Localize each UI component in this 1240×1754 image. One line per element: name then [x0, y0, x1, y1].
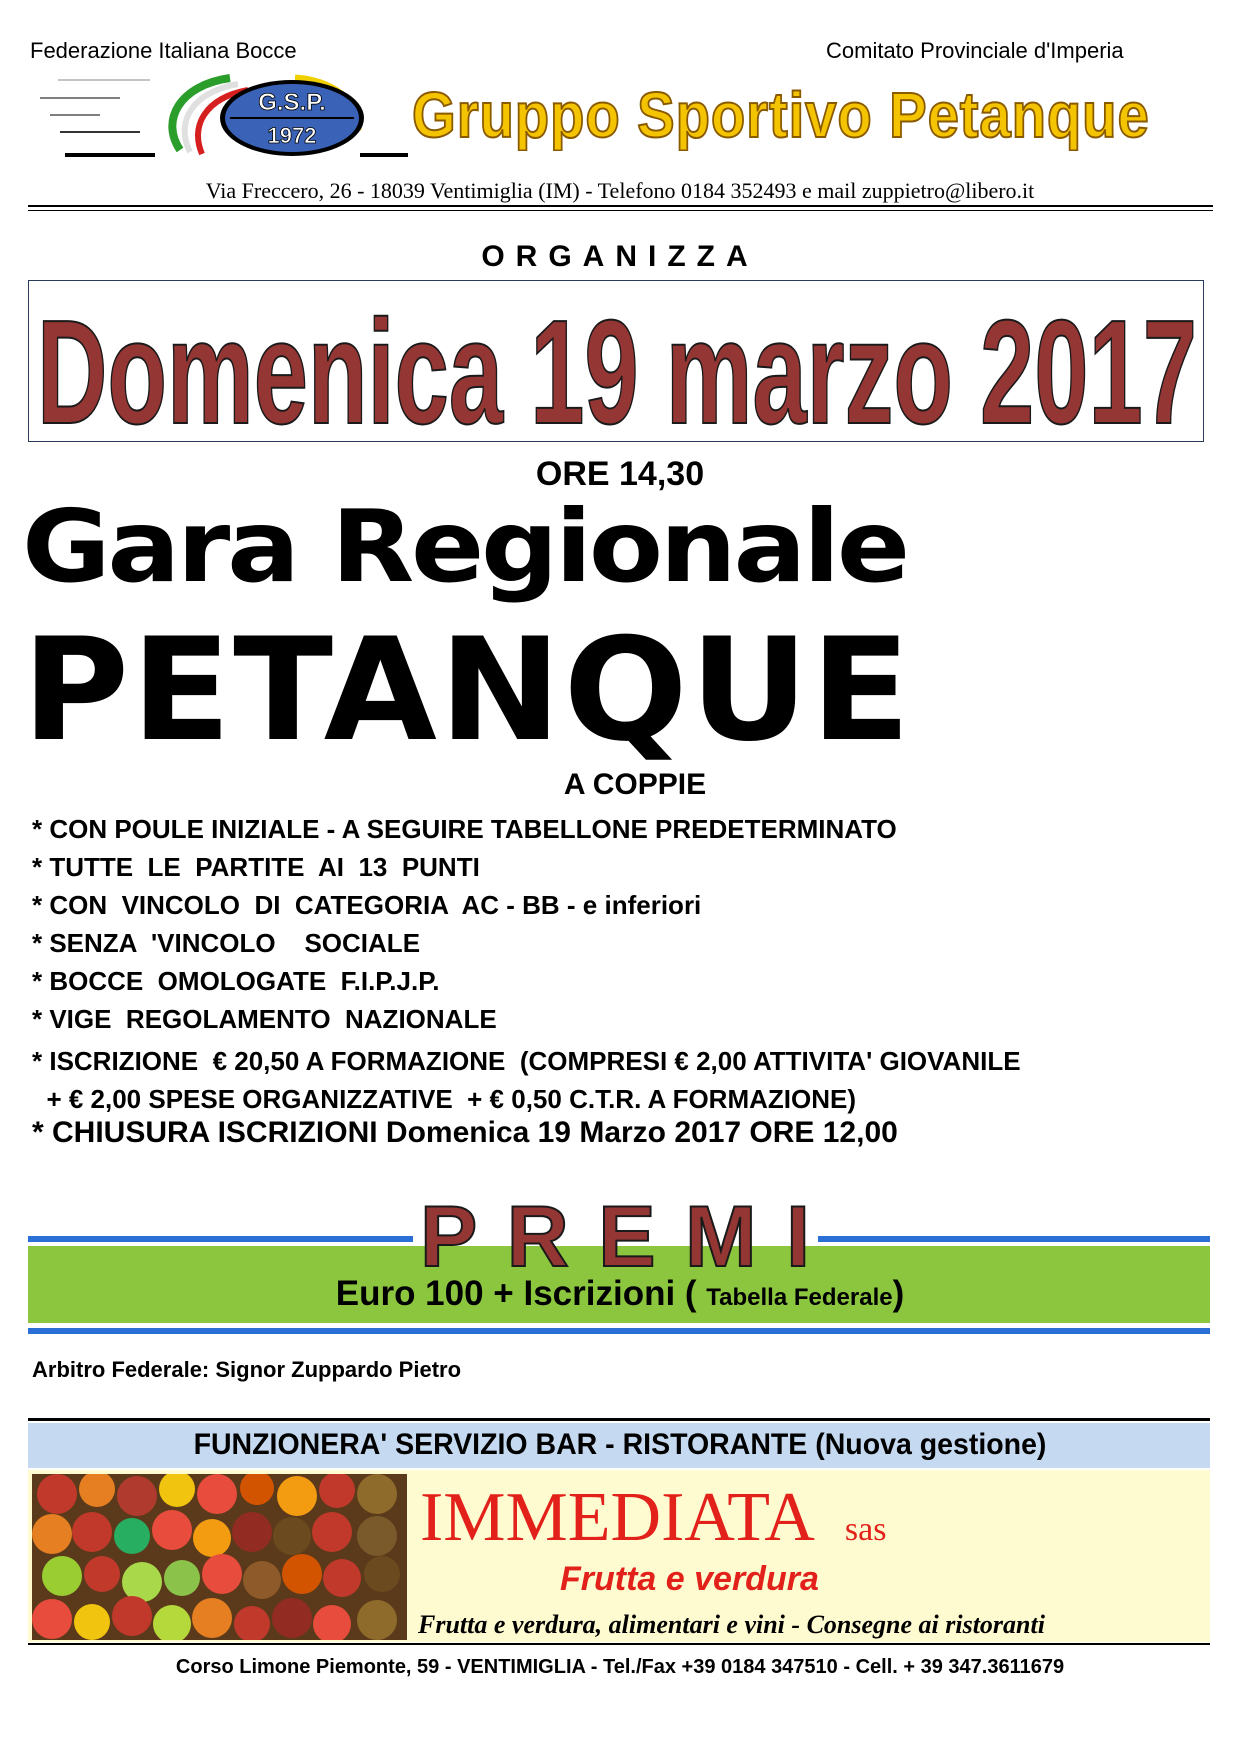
registration-closing: * CHIUSURA ISCRIZIONI Domenica 19 Marzo 2017 ORE 12,00 [32, 1116, 898, 1149]
event-date-box [28, 280, 1204, 442]
rule-item: * TUTTE LE PARTITE AI 13 PUNTI [32, 852, 480, 882]
rule-item: * BOCCE OMOLOGATE F.I.P.J.P. [32, 966, 440, 996]
event-format: A COPPIE [563, 768, 707, 801]
event-title-line1: Gara Regionale [22, 488, 907, 605]
bar-divider [28, 1418, 1210, 1421]
group-name: Gruppo Sportivo Petanque [412, 79, 1150, 151]
event-date: Domenica 19 marzo 2017 [37, 290, 1197, 443]
club-address: Via Freccero, 26 - 18039 Ventimiglia (IM) - Telefono 0184 352493 e mail zuppietro@libero.it [205, 178, 1035, 203]
organizza-heading: ORGANIZZA [481, 240, 759, 273]
rule-item: * VIGE REGOLAMENTO NAZIONALE [32, 1004, 497, 1034]
prize-close-paren: ) [892, 1274, 905, 1313]
sponsor-name-main: IMMEDIATA [420, 1479, 815, 1556]
prize-band-top-left [28, 1236, 413, 1242]
logo-year: 1972 [267, 123, 317, 148]
bar-service-notice: FUNZIONERA' SERVIZIO BAR - RISTORANTE (Nuova gestione) [193, 1428, 1047, 1461]
prize-amount: Euro 100 + Iscrizioni ( [335, 1274, 707, 1313]
prize-description [0, 1274, 1240, 1314]
sponsor-name [420, 1478, 886, 1558]
header-divider-thin [28, 210, 1213, 211]
rule-item: * CON POULE INIZIALE - A SEGUIRE TABELLONE PREDETERMINATO [32, 814, 897, 844]
federation-name: Federazione Italiana Bocce [30, 38, 297, 63]
logo-initials: G.S.P. [258, 89, 326, 116]
sponsor-legal-suffix: sas [844, 1511, 887, 1548]
rule-item: + € 2,00 SPESE ORGANIZZATIVE + € 0,50 C.T.R. A FORMAZIONE) [32, 1084, 857, 1114]
footer-divider [28, 1643, 1210, 1645]
event-title-line2: PETANQUE [22, 608, 913, 773]
gsp-logo [30, 70, 410, 160]
event-time: ORE 14,30 [535, 455, 705, 493]
sponsor-slogan: Frutta e verdura, alimentari e vini - Consegne ai ristoranti [418, 1610, 1045, 1639]
sponsor-subtitle: Frutta e verdura [560, 1560, 819, 1598]
sponsor-contact: Corso Limone Piemonte, 59 - VENTIMIGLIA - Tel./Fax +39 0184 347510 - Cell. + 39 347.3611679 [175, 1656, 1065, 1678]
rule-item: * CON VINCOLO DI CATEGORIA AC - BB - e inferiori [32, 890, 702, 920]
committee-name: Comitato Provinciale d'Imperia [826, 38, 1124, 63]
prize-table-note: Tabella Federale [706, 1284, 893, 1311]
prizes-heading-graphic [415, 1186, 815, 1276]
prize-band-top-right [818, 1236, 1210, 1242]
fruit-photo [32, 1474, 407, 1640]
header-divider [28, 205, 1213, 207]
rule-item: * ISCRIZIONE € 20,50 A FORMAZIONE (COMPRESI € 2,00 ATTIVITA' GIOVANILE [32, 1046, 1021, 1076]
referee: Arbitro Federale: Signor Zuppardo Pietro [32, 1357, 462, 1382]
prize-band-bottom [28, 1328, 1210, 1334]
event-date-graphic [29, 273, 1205, 443]
prizes-heading: PREMI [420, 1189, 810, 1276]
rule-item: * SENZA 'VINCOLO SOCIALE [32, 928, 421, 958]
